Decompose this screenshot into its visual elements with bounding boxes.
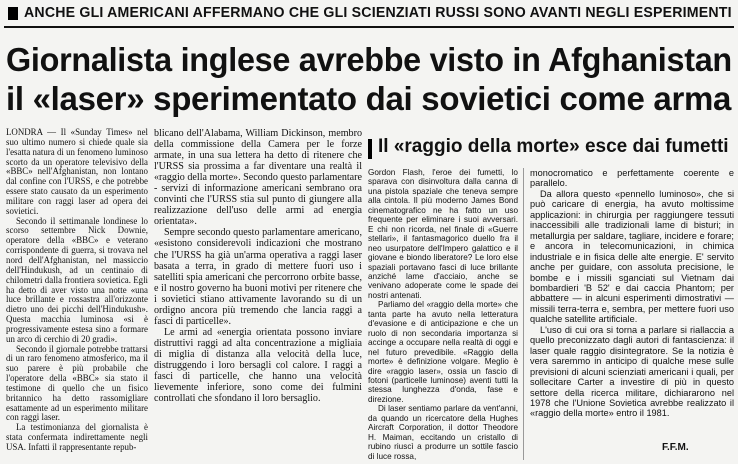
- subheadline-text: Il «raggio della morte» esce dai fumetti: [378, 136, 729, 157]
- paragraph: La testimonianza del giornalista è stata confermata indirettamente negli USA. Infatti il rappresentante repub-: [6, 422, 148, 452]
- column-1: [6, 128, 148, 453]
- paragraph: Da allora questo «pennello luminoso», che si può caricare di energia, ha avuto moltissime applicazioni: in chirurgia per raggiungere tessuti inaccessibili alle tradizionali lame di bisturi; in metallurgia per saldare, tagliare, incidere e forare; e ancora in telecomunicazioni, in chimica industriale e in fisica delle alte energie. E' servito anche per guidare, con assoluta precisione, le bombe e i missili sganciati sul Vietnam dai bombardieri 'B 52' e dai caccia Phantom; per abbattere — in alcuni esperimenti dimostrativi — missili terra-terra e, sembra, per mettere fuori uso qualche satellite artificiale.: [530, 188, 734, 325]
- kicker-bar: [8, 7, 18, 20]
- headline-line-1: Giornalista inglese avrebbe visto in Afghanistan: [6, 41, 732, 78]
- subheadline-bar: [368, 139, 372, 159]
- column-3: [368, 168, 518, 461]
- paragraph: Sempre secondo questo parlamentare americano, «esistono considerevoli indicazioni che mostrano che l'URSS ha già un'arma operativa a raggi laser basata a terra, in grado di mettere fuori uso i satelliti spia americani che percorrono orbite basse, e il nostro governo ha buoni motivi per ritenere che i sovietici stiano attivamente lavorando su di un ordigno ancora più tremendo che lancia raggi a fasci di particelle».: [154, 227, 362, 327]
- paragraph: monocromatico e perfettamente coerente e parallelo.: [530, 168, 734, 189]
- paragraph: Gordon Flash, l'eroe dei fumetti, lo sparava con disinvoltura dalla canna di una pistola spaziale che teneva sempre alla cintola. Il più moderno James Bond cinematografico ne ha fatto un uso frequente per eliminare i suoi avversari. E chi non ricorda, nel finale di «Guerre stellari», il fantasmagorico duello fra il neo usurpatore dell'Impero galattico e il giovane e biondo liberatore? Le loro else spaziali portavano fasci di luce brillante anziché lame d'acciaio, anche se venivano adoperate come le spade dei nostri antenati.: [368, 168, 518, 300]
- kicker-text: ANCHE GLI AMERICANI AFFERMANO CHE GLI SCIENZIATI RUSSI SONO AVANTI NEGLI ESPERIMENTI: [24, 5, 732, 21]
- paragraph: Di laser sentiamo parlare da vent'anni, da quando un ricercatore della Hughes Aircraft Corporation, il dottor Theodore H. Maiman, eccitando un cristallo di rubino riuscì a produrre un sottile fascio di luce rossa,: [368, 404, 518, 461]
- paragraph: blicano dell'Alabama, William Dickinson, membro della commissione della Camera per le forze armate, in una sua lettera ha detto di ritenere che l'URSS sia prossima a far diventare una realtà il «raggio della morte». Secondo questo parlamentare - servizi di informazione americani sembrano ora convinti che l'URSS stia sul punto di giungere alla realizzazione dell'uso delle armi ad energia orientata».: [154, 128, 362, 228]
- paragraph: L'uso di cui ora si torna a parlare si riallaccia a quello preconizzato dagli autori di fantascienza: il laser quale raggio disintegratore. Se la notizia è vera saremmo in anticipo di qualche mese sulle previsioni di alcuni scienziati americani i quali, per sollecitare Carter a investire di più in questo settore della ricerca militare, dichiararono nel 1978 che l'Unione Sovietica avrebbe realizzato il «raggio della morte» entro il 1981.: [530, 324, 734, 419]
- column-4: [530, 168, 734, 419]
- column-divider: [523, 168, 524, 460]
- paragraph: Secondo il giornale potrebbe trattarsi di un raro fenomeno atmosferico, ma il suo parere è più probabile che l'operatore della «BBC» sia stato il testimone di quello che un fisico britannico ha detto rassomigliare esattamente ad un esperimento militare con raggi laser.: [6, 343, 148, 423]
- signature: F.F.M.: [662, 442, 689, 453]
- top-rule: [4, 26, 734, 28]
- headline-line-2: il «laser» sperimentato dai sovietici come arma: [6, 80, 732, 117]
- subheadline: [368, 135, 734, 163]
- paragraph: LONDRA — Il «Sunday Times» nel suo ultimo numero si chiede quale sia l'esatta natura di un fenomeno luminoso scorto da un operatore televisivo della «BBC» nell'Afghanistan, non lontano dal confine con l'URSS, e che potrebbe essere stato causato da un esperimento militare con raggi laser ad opera dei sovietici.: [6, 127, 148, 216]
- kicker: [0, 3, 738, 25]
- paragraph: Parliamo del «raggio della morte» che tanta parte ha avuto nella letteratura d'evasione e di anticipazione e che un ruolo di non secondaria importanza si accinge a occupare nella realtà di oggi e nel futuro prevedibile. «Raggio della morte» è definizione volgare. Meglio è dire «raggio laser», ossia un fascio di fotoni (particelle luminose) aventi tutti la stessa lunghezza d'onda, fase e direzione.: [368, 300, 518, 404]
- paragraph: Le armi ad «energia orientata possono inviare distruttivi raggi ad alta concentrazione a migliaia di miglia di distanza alla velocità della luce, distruggendo i loro bersagli col calore. I raggi a fasci di particelle, che hanno una velocità lievemente inferiore, sono come dei fulmini controllati che sfondano il loro bersaglio.: [154, 326, 362, 405]
- column-2: [154, 128, 362, 404]
- paragraph: Secondo il settimanale londinese lo scorso settembre Nick Downie, operatore della «BBC» e veterano corrispondente di guerra, si trovava nel nord dell'Afghanistan, nel massiccio dell'Hindukush, ad un centinaio di chilometri dalla frontiera sovietica. Egli ha detto di aver visto una notte «una luce brillante e rossastra all'orizzonte dietro uno dei picchi dell'Hindukush». Questa macchia luminosa «si è progressivamente estesa sino a formare un arco di cerchio di 20 gradi».: [6, 215, 148, 344]
